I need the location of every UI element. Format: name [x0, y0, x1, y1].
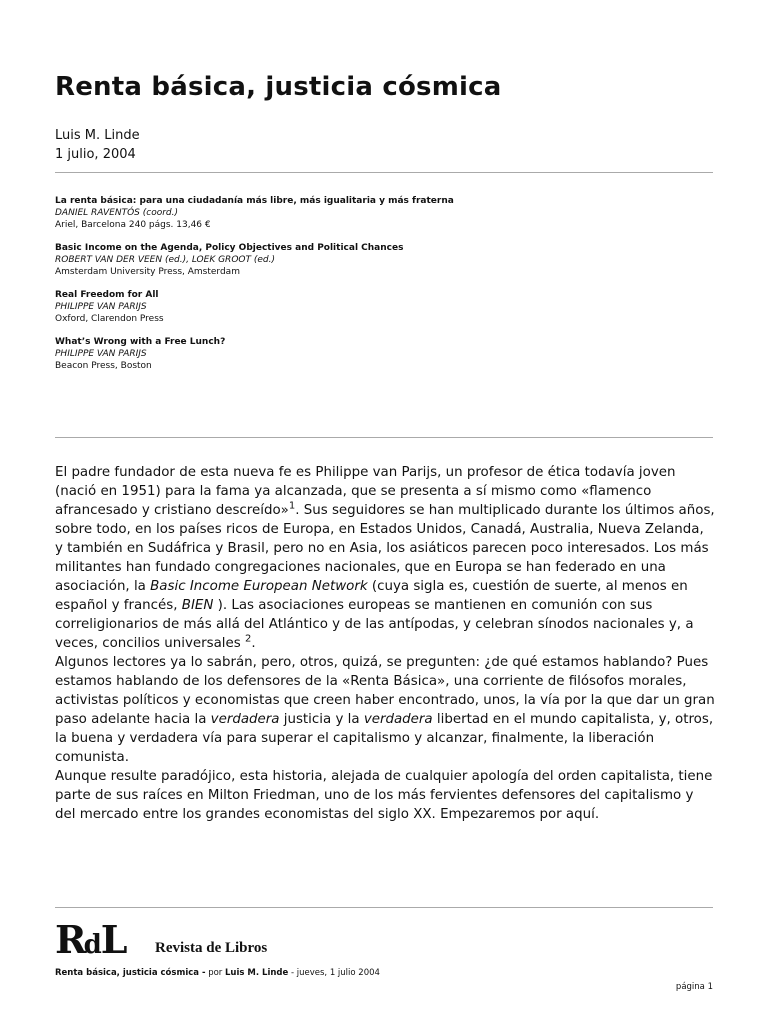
logo-text: Revista de Libros: [155, 940, 268, 956]
book-entry: [55, 242, 715, 278]
article-meta: [55, 126, 140, 164]
book-publisher: Beacon Press, Boston: [55, 361, 152, 371]
page-title: Renta básica, justicia cósmica: [55, 72, 502, 102]
book-title: Basic Income on the Agenda, Policy Objectives and Political Chances: [55, 243, 404, 253]
date: 1 julio, 2004: [55, 147, 136, 162]
book-entry: [55, 289, 715, 325]
logo: [55, 918, 295, 962]
paragraph: Algunos lectores ya lo sabrán, pero, otros, quizá, se pregunten: ¿de qué estamos hablando? Pues estamos hablando de los defensores de la «Renta Básica», una corriente de filósofos morales, activistas políticos y economistas que creen haber encontrado, unos, la vía por la que dar un gran paso adelante hacia la verdadera justicia y la verdadera libertad en el mundo capitalista, y, otros, la buena y verdadera vía para superar el capitalismo y alcanzar, finalmente, la liberación comunista.: [55, 655, 715, 765]
book-entry: [55, 195, 715, 231]
footer-citation: Renta básica, justicia cósmica - por Luis M. Linde - jueves, 1 julio 2004: [55, 968, 380, 978]
book-title: La renta básica: para una ciudadanía más libre, más igualitaria y más fraterna: [55, 196, 454, 206]
book-authors: PHILIPPE VAN PARIJS: [55, 349, 147, 359]
book-authors: ROBERT VAN DER VEEN (ed.), LOEK GROOT (ed.): [55, 255, 275, 265]
page-number: página 1: [675, 982, 713, 992]
divider-middle: [55, 437, 713, 438]
logo-mark: RdL: [55, 917, 125, 962]
divider-footer: [55, 907, 713, 908]
book-publisher: Ariel, Barcelona 240 págs. 13,46 €: [55, 220, 211, 230]
footnote-ref-1[interactable]: 1: [288, 500, 296, 512]
author: Luis M. Linde: [55, 128, 140, 143]
reviewed-books-list: [55, 195, 715, 383]
book-title: What’s Wrong with a Free Lunch?: [55, 337, 226, 347]
book-authors: PHILIPPE VAN PARIJS: [55, 302, 147, 312]
footnote-ref-2[interactable]: 2: [244, 633, 252, 645]
book-publisher: Amsterdam University Press, Amsterdam: [55, 267, 240, 277]
book-authors: DANIEL RAVENTÓS (coord.): [55, 208, 178, 218]
article-body: [55, 463, 715, 824]
book-entry: [55, 336, 715, 372]
paragraph: Aunque resulte paradójico, esta historia, alejada de cualquier apología del orden capitalista, tiene parte de sus raíces en Milton Friedman, uno de los más fervientes defensores del capitalismo y del mercado entre los grandes economistas del siglo XX. Empezaremos por aquí.: [55, 769, 713, 822]
paragraph: El padre fundador de esta nueva fe es Philippe van Parijs, un profesor de ética todavía joven (nació en 1951) para la fama ya alcanzada, que se presenta a sí mismo como «flamenco afrancesado y cristiano descreído»$^1$. Sus seguidores se han multiplicado durante los últimos años, sobre todo, en los países ricos de Europa, en Estados Unidos, Canadá, Australia, Nueva Zelanda, y también en Sudáfrica y Brasil, pero no en Asia, los asiáticos parecen poco interesados. Los más militantes han fundado congregaciones nacionales, que en Europa se han federado en una asociación, la Basic Income European Network (cuya sigla es, cuestión de suerte, al menos en español y francés, BIEN ). Las asociaciones europeas se mantienen en comunión con sus correligionarios de más allá del Atlántico y de las antípodas, y celebran sínodos nacionales y, a veces, concilios universales $^2$.: [55, 465, 715, 651]
book-title: Real Freedom for All: [55, 290, 159, 300]
book-publisher: Oxford, Clarendon Press: [55, 314, 164, 324]
divider-top: [55, 172, 713, 173]
